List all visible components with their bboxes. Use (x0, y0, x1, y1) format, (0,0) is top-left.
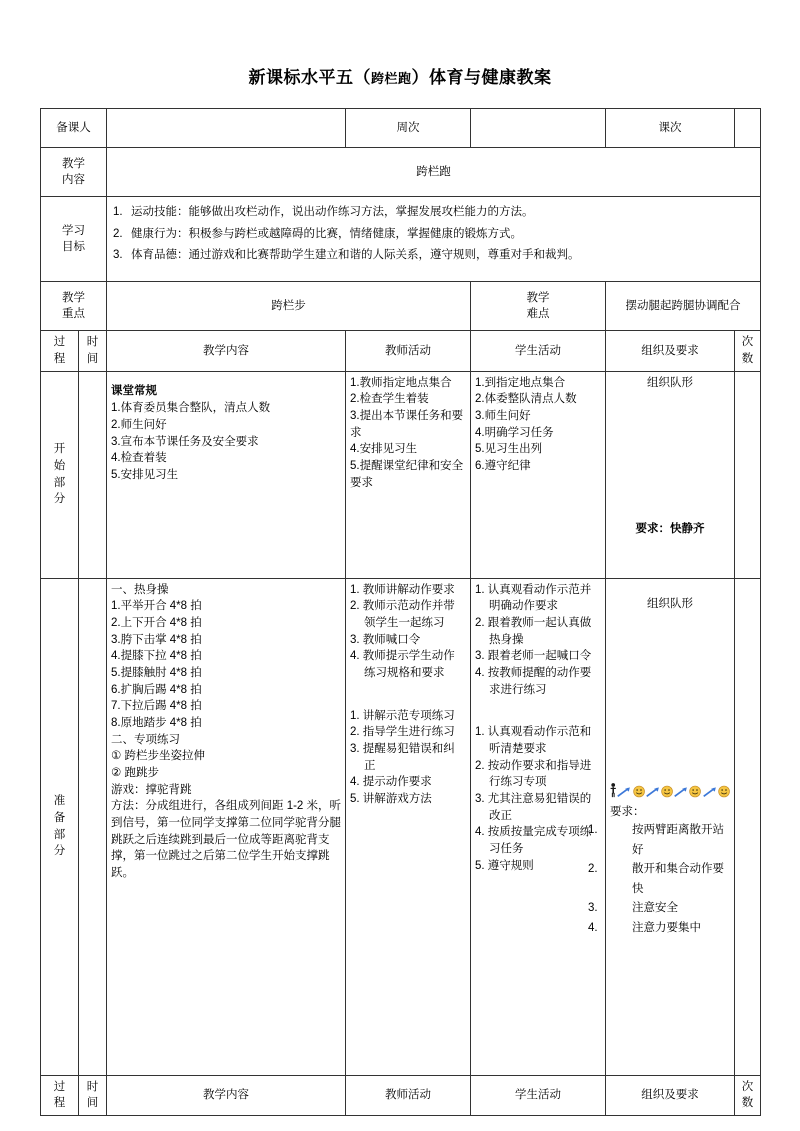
table-row (41, 371, 761, 578)
column-header-teacher-activity: 教师活动 (346, 331, 471, 371)
column-header-process-line2: 程 (53, 353, 66, 366)
student-activity-item: 5. 遵守规则 (475, 859, 534, 872)
objectives-label (41, 197, 107, 282)
content-cell-start (107, 371, 346, 578)
teacher-activity-item: 4.安排见习生 (350, 443, 418, 456)
page-title-topic: 跨栏跑 (370, 71, 412, 86)
student-activity-item: 3. 尤其注意易犯错误的改正 (475, 793, 592, 822)
student-activity-item: 1.到指定地点集合 (475, 376, 566, 389)
focus-difficulty-row (41, 282, 761, 331)
organization-diagram-space (610, 393, 730, 521)
column-header-organization: 组织及要求 (606, 331, 735, 371)
phase-char: 部 (53, 828, 66, 841)
teaching-content-label-line2: 内容 (62, 174, 85, 187)
objective-text: 体育品德：通过游戏和比赛帮助学生建立和谐的人际关系，遵守规则，尊重对手和裁判。 (131, 248, 580, 261)
teacher-activity-item: 2.检查学生着装 (350, 393, 429, 406)
student-activity-item: 2.体委整队清点人数 (475, 393, 577, 406)
preparer-value[interactable] (107, 109, 346, 148)
content-item: 2.上下开合 4*8 拍 (111, 617, 202, 630)
session-value[interactable] (735, 109, 761, 148)
content-item: 3.胯下击掌 4*8 拍 (111, 633, 202, 646)
formation-diagram (610, 776, 730, 800)
content-item: 5.提膝触肘 4*8 拍 (111, 667, 202, 680)
student-activity-cell-preparation (471, 578, 606, 1075)
key-point-value: 跨栏步 (107, 282, 471, 331)
teacher-activity-item: 4. 提示动作要求 (350, 776, 432, 789)
phase-label-start (41, 371, 79, 578)
teacher-activity-cell-preparation (346, 578, 471, 1075)
requirement-num: 4. (588, 921, 598, 934)
teacher-activity-cell-start (346, 371, 471, 578)
column-header-process (41, 331, 79, 371)
objectives-label-line1: 学习 (62, 224, 85, 237)
objective-num: 1. (113, 206, 123, 219)
objectives-list (111, 200, 756, 268)
table-row (41, 578, 761, 1075)
page-title-part-a: 新课标水平五（ (248, 68, 371, 87)
smiley-face-icon (633, 783, 645, 800)
page-title (40, 0, 760, 108)
content-item: 1.平举开合 4*8 拍 (111, 600, 202, 613)
column-header-time-line2: 间 (86, 353, 99, 366)
session-label: 课次 (606, 109, 735, 148)
content-heading: 课堂常规 (111, 384, 157, 397)
column-header-count-line2: 数 (741, 353, 754, 366)
content-game-label: 游戏：撑驼背跳 (111, 783, 192, 796)
difficulty-value: 摆动腿起跨腿协调配合 (606, 282, 761, 331)
teacher-activity-item: 3. 教师喊口令 (350, 633, 421, 646)
objective-num: 2. (113, 227, 123, 240)
organization-diagram-space (610, 614, 730, 774)
column-header-count-line1: 次 (741, 336, 754, 349)
content-item: 8.原地踏步 4*8 拍 (111, 717, 202, 730)
footer-header-count-line2: 数 (741, 1097, 754, 1110)
smiley-face-icon (661, 783, 673, 800)
footer-header-time-line1: 时 (86, 1080, 99, 1093)
teacher-activity-gap (350, 682, 466, 708)
table-footer-header-row (41, 1075, 761, 1115)
requirement-num: 1. (588, 824, 598, 837)
phase-char: 分 (53, 493, 66, 506)
footer-header-content: 教学内容 (107, 1075, 346, 1115)
phase-char: 始 (53, 460, 66, 473)
phase-char: 备 (53, 812, 66, 825)
footer-header-process (41, 1075, 79, 1115)
teaching-content-value: 跨栏跑 (107, 148, 761, 197)
footer-header-teacher-activity: 教师活动 (346, 1075, 471, 1115)
teacher-activity-item: 2. 教师示范动作并带领学生一起练习 (350, 600, 455, 630)
column-header-content: 教学内容 (107, 331, 346, 371)
content-item: 2.师生问好 (111, 419, 167, 432)
teacher-activity-item: 2. 指导学生进行练习 (350, 726, 455, 739)
footer-header-organization: 组织及要求 (606, 1075, 735, 1115)
requirement-text: 散开和集合动作要快 (632, 863, 724, 895)
teacher-activity-item: 1. 讲解示范专项练习 (350, 709, 455, 722)
requirements-label: 要求： (610, 806, 645, 819)
student-activity-gap (475, 698, 601, 724)
organization-cell-start (606, 371, 735, 578)
week-value[interactable] (471, 109, 606, 148)
content-spacer (111, 375, 341, 383)
content-item: 7.下拉后踢 4*8 拍 (111, 700, 202, 713)
student-activity-item: 4. 按质按量完成专项练习任务 (475, 826, 592, 856)
organization-cell-preparation (588, 578, 735, 1075)
teacher-activity-item: 3. 提醒易犯错误和纠正 (350, 743, 455, 772)
arrow-up-right-icon (617, 784, 631, 800)
person-icon (610, 780, 616, 800)
key-point-label-line2: 重点 (62, 308, 85, 321)
student-activity-item: 1. 认真观看动作示范和听清楚要求 (475, 726, 592, 756)
content-item: 5.安排见习生 (111, 469, 179, 482)
teacher-activity-item: 4. 教师提示学生动作练习规格和要求 (350, 650, 455, 680)
footer-header-time-line2: 间 (86, 1097, 99, 1110)
content-item: ① 跨栏步坐姿拉伸 (111, 750, 206, 763)
count-cell[interactable] (735, 371, 761, 578)
lesson-plan-table (40, 108, 761, 1116)
phase-char: 准 (53, 795, 66, 808)
column-header-time (79, 331, 107, 371)
requirement-item (588, 860, 730, 899)
time-cell[interactable] (79, 578, 107, 1075)
organization-top-space (610, 582, 730, 596)
objective-item (113, 202, 756, 223)
difficulty-label (471, 282, 606, 331)
phase-char: 分 (53, 845, 66, 858)
key-point-label (41, 282, 107, 331)
footer-header-student-activity: 学生活动 (471, 1075, 606, 1115)
student-activity-item: 6.遵守纪律 (475, 460, 531, 473)
content-item: 4.检查着装 (111, 452, 167, 465)
phase-label-preparation (41, 578, 79, 1075)
student-activity-item: 4.明确学习任务 (475, 426, 554, 439)
content-item: 1.体育委员集合整队，清点人数 (111, 402, 271, 415)
requirements-list (588, 821, 730, 938)
teacher-activity-item: 5. 讲解游戏方法 (350, 793, 432, 806)
student-activity-cell-start (471, 371, 606, 578)
smiley-face-icon (718, 783, 730, 800)
requirement-item (588, 919, 730, 939)
teacher-activity-item: 1. 教师讲解动作要求 (350, 583, 455, 596)
student-activity-item: 3. 跟着老师一起喊口令 (475, 650, 592, 663)
phase-char: 开 (53, 443, 66, 456)
difficulty-label-line1: 教学 (526, 291, 550, 304)
objective-item (113, 245, 756, 266)
footer-header-count-line1: 次 (741, 1080, 754, 1093)
objective-num: 3. (113, 248, 123, 261)
student-activity-item: 4. 按教师提醒的动作要求进行练习 (475, 667, 592, 696)
content-item: 3.宣布本节课任务及安全要求 (111, 435, 259, 448)
content-heading: 一、热身操 (111, 583, 169, 596)
teacher-activity-item: 3.提出本节课任务和要求 (350, 410, 464, 439)
student-activity-item: 2. 跟着教师一起认真做热身操 (475, 617, 592, 646)
objectives-label-line2: 目标 (62, 241, 85, 254)
week-label: 周次 (346, 109, 471, 148)
phase-char: 部 (53, 476, 66, 489)
content-game-method: 方法：分成组进行，各组成列间距 1-2 米，听到信号，第一位同学支撑第二位同学驼背分腿跳跃之后连续跳到最后一位成等距离驼背支撑，第一位跳过之后第二位学生开始支撑跳跃。 (111, 800, 342, 880)
content-cell-preparation (107, 578, 346, 1075)
teacher-activity-item: 1.教师指定地点集合 (350, 376, 452, 389)
content-item: ② 跑跳步 (111, 767, 160, 780)
smiley-face-icon (689, 783, 701, 800)
content-item: 6.扩胸后踢 4*8 拍 (111, 683, 202, 696)
column-header-count (735, 331, 761, 371)
teaching-content-label-line1: 教学 (62, 157, 85, 170)
requirement-text: 注意安全 (632, 902, 678, 915)
count-cell[interactable] (735, 578, 761, 1075)
student-activity-item: 1. 认真观看动作示范并明确动作要求 (475, 583, 592, 613)
organization-note: 要求：快静齐 (635, 523, 705, 536)
arrow-up-right-icon (646, 784, 660, 800)
footer-header-process-line1: 过 (53, 1080, 66, 1093)
teacher-activity-item: 5.提醒课堂纪律和安全要求 (350, 460, 464, 489)
preparer-label: 备课人 (41, 109, 107, 148)
requirement-text: 注意力要集中 (632, 921, 701, 934)
footer-header-time (79, 1075, 107, 1115)
teaching-content-row (41, 148, 761, 197)
footer-header-process-line2: 程 (53, 1097, 66, 1110)
content-heading-2: 二、专项练习 (111, 733, 180, 746)
student-activity-item: 2. 按动作要求和指导进行练习专项 (475, 759, 592, 789)
info-row (41, 109, 761, 148)
student-activity-item: 3.师生问好 (475, 410, 531, 423)
table-column-header-row (41, 331, 761, 371)
key-point-label-line1: 教学 (62, 291, 85, 304)
objective-item (113, 224, 756, 245)
difficulty-label-line2: 难点 (526, 308, 550, 321)
objective-text: 健康行为：积极参与跨栏或越障碍的比赛，情绪健康，掌握健康的锻炼方式。 (131, 227, 522, 240)
organization-title: 组织队形 (647, 597, 693, 610)
arrow-up-right-icon (674, 784, 688, 800)
organization-title: 组织队形 (647, 376, 693, 389)
objectives-cell (107, 197, 761, 282)
objectives-row (41, 197, 761, 282)
requirement-num: 3. (588, 902, 598, 915)
requirement-num: 2. (588, 863, 598, 876)
arrow-up-right-icon (703, 784, 717, 800)
requirement-item (588, 899, 730, 919)
column-header-time-line1: 时 (86, 336, 99, 349)
teaching-content-label (41, 148, 107, 197)
requirement-text: 按两臂距离散开站好 (632, 824, 724, 856)
column-header-student-activity: 学生活动 (471, 331, 606, 371)
objective-text: 运动技能：能够做出攻栏动作，说出动作练习方法，掌握发展攻栏能力的方法。 (131, 206, 534, 219)
student-activity-item: 5.见习生出列 (475, 443, 543, 456)
content-item: 4.提膝下拉 4*8 拍 (111, 650, 202, 663)
footer-header-count (735, 1075, 761, 1115)
time-cell[interactable] (79, 371, 107, 578)
column-header-process-line1: 过 (53, 336, 66, 349)
requirement-item (588, 821, 730, 860)
page-title-part-b: ）体育与健康教案 (411, 68, 552, 87)
